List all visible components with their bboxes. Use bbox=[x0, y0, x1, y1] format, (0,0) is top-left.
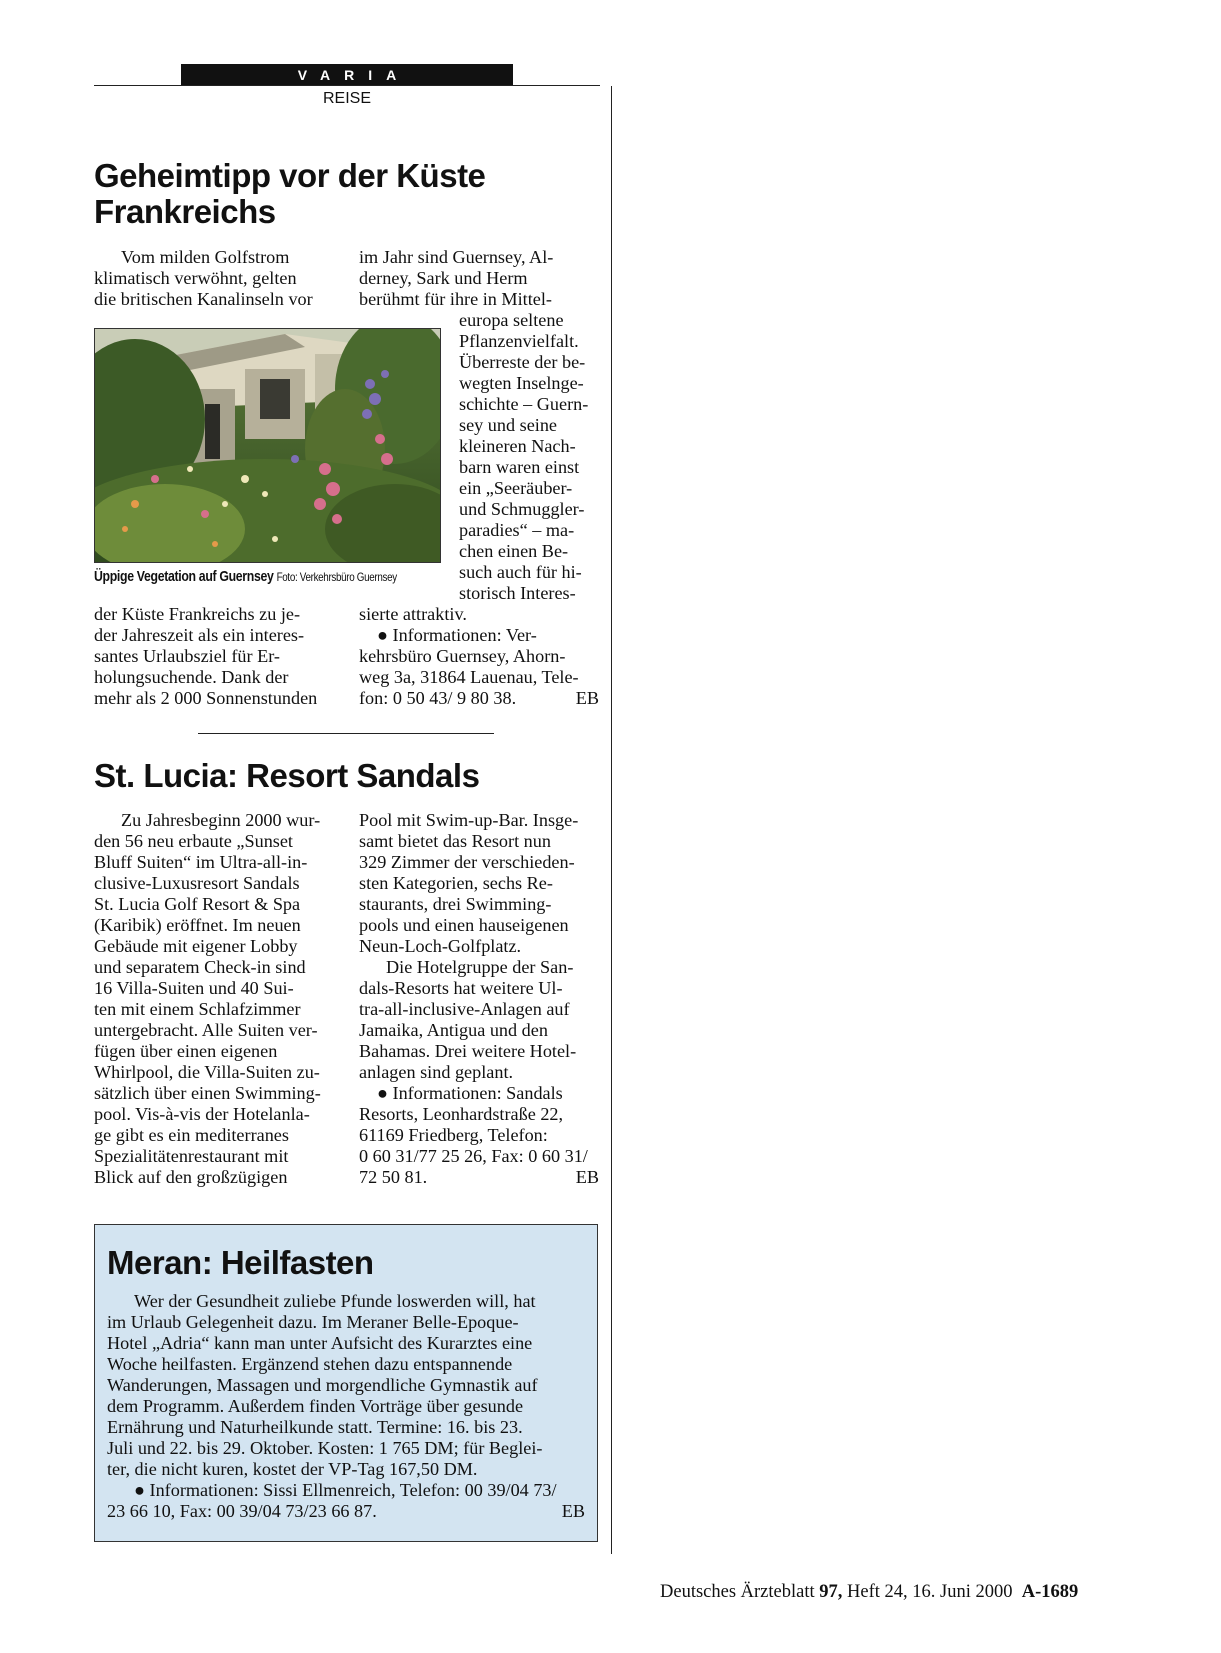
text-line: 329 Zimmer der verschieden- bbox=[359, 852, 575, 872]
article1-title-line: Geheimtipp vor der Küste bbox=[94, 157, 486, 194]
info-line: Resorts, Leonhardstraße 22, bbox=[359, 1104, 564, 1124]
info-line: ● Informationen: Ver- bbox=[377, 625, 537, 645]
article1-title-line: Frankreichs bbox=[94, 193, 276, 230]
text-line: den 56 neu erbaute „Sunset bbox=[94, 831, 293, 851]
article3-title: Meran: Heilfasten bbox=[107, 1244, 374, 1281]
text-line: Wanderungen, Massagen und morgendliche Gymnastik auf bbox=[107, 1375, 538, 1395]
text-line: wegten Inselnge- bbox=[459, 373, 584, 393]
page-number: A-1689 bbox=[1021, 1582, 1079, 1602]
text-line: Pflanzenvielfalt. bbox=[459, 331, 579, 351]
text-line: sten Kategorien, sechs Re- bbox=[359, 873, 553, 893]
info-line: weg 3a, 31864 Lauenau, Tele- bbox=[359, 667, 579, 687]
text-line: such auch für hi- bbox=[459, 562, 582, 582]
text-line: kleineren Nach- bbox=[459, 436, 576, 456]
text-line: Wer der Gesundheit zuliebe Pfunde loswerden will, hat bbox=[134, 1291, 536, 1311]
text-line: Zu Jahresbeginn 2000 wur- bbox=[121, 810, 321, 830]
text-line: sierte attraktiv. bbox=[359, 604, 467, 624]
text-line: der Küste Frankreichs zu je- bbox=[94, 604, 301, 624]
text-line: Jamaika, Antigua und den bbox=[359, 1020, 548, 1040]
text-line: und separatem Check-in sind bbox=[94, 957, 306, 977]
text-line: Vom milden Golfstrom bbox=[121, 247, 290, 267]
text-line: santes Urlaubsziel für Er- bbox=[94, 646, 280, 666]
text-line: Blick auf den großzügigen bbox=[94, 1167, 288, 1187]
text-line: Überreste der be- bbox=[459, 352, 586, 372]
header-rule bbox=[94, 85, 600, 86]
article1-col1-bottom bbox=[94, 604, 334, 709]
photo-caption-text: Üppige Vegetation auf Guernsey bbox=[94, 568, 274, 585]
text-line: europa seltene bbox=[459, 310, 564, 330]
text-line: Bahamas. Drei weitere Hotel- bbox=[359, 1041, 577, 1061]
text-line: storisch Interes- bbox=[459, 583, 576, 603]
text-line: Ernährung und Naturheilkunde statt. Termine: 16. bis 23. bbox=[107, 1417, 523, 1437]
photo-credit: Foto: Verkehrsbüro Guernsey bbox=[276, 570, 397, 584]
article1-col2-bottom bbox=[359, 604, 599, 709]
info-line: kehrsbüro Guernsey, Ahorn- bbox=[359, 646, 566, 666]
text-line: anlagen sind geplant. bbox=[359, 1062, 514, 1082]
info-last-line bbox=[359, 1167, 599, 1188]
text-line: (Karibik) eröffnet. Im neuen bbox=[94, 915, 301, 935]
text-line: 16 Villa-Suiten und 40 Sui- bbox=[94, 978, 294, 998]
article-separator bbox=[198, 733, 494, 734]
column-rule bbox=[611, 86, 612, 1554]
issue-info: Heft 24, 16. Juni 2000 bbox=[847, 1582, 1013, 1602]
volume-number: 97, bbox=[819, 1582, 843, 1602]
text-line: Bluff Suiten“ im Ultra-all-in- bbox=[94, 852, 308, 872]
article2-col2 bbox=[359, 810, 599, 1188]
info-line: 61169 Friedberg, Telefon: bbox=[359, 1125, 548, 1145]
text-line: der Jahreszeit als ein interes- bbox=[94, 625, 305, 645]
article1-col2-top bbox=[359, 247, 599, 310]
article1-title bbox=[94, 158, 614, 230]
page-footer bbox=[660, 1582, 1130, 1603]
article3-body bbox=[107, 1291, 585, 1522]
text-line: ein „Seeräuber- bbox=[459, 478, 573, 498]
section-label-varia: VARIA bbox=[181, 64, 513, 86]
rubric-label: REISE bbox=[322, 90, 371, 107]
garden-photo-illustration bbox=[95, 329, 441, 563]
text-line: berühmt für ihre in Mittel- bbox=[359, 289, 552, 309]
article2-title: St. Lucia: Resort Sandals bbox=[94, 757, 480, 794]
text-line: sey und seine bbox=[459, 415, 557, 435]
text-line: dem Programm. Außerdem finden Vorträge über gesunde bbox=[107, 1396, 524, 1416]
guernsey-garden-photo bbox=[94, 328, 441, 563]
text-line: samt bietet das Resort nun bbox=[359, 831, 551, 851]
text-line: ge gibt es ein mediterranes bbox=[94, 1125, 289, 1145]
info-line: 23 66 10, Fax: 00 39/04 73/23 66 87. bbox=[107, 1501, 377, 1521]
text-line: barn waren einst bbox=[459, 457, 580, 477]
text-line: Gebäude mit eigener Lobby bbox=[94, 936, 298, 956]
text-line: St. Lucia Golf Resort & Spa bbox=[94, 894, 301, 914]
text-line: mehr als 2 000 Sonnenstunden bbox=[94, 688, 318, 708]
text-line: dals-Resorts hat weitere Ul- bbox=[359, 978, 563, 998]
article2-col1 bbox=[94, 810, 334, 1188]
text-line: paradies“ – ma- bbox=[459, 520, 575, 540]
text-line: chen einen Be- bbox=[459, 541, 569, 561]
article1-col2-narrow bbox=[459, 310, 599, 604]
info-line: ● Informationen: Sandals bbox=[377, 1083, 563, 1103]
text-line: Pool mit Swim-up-Bar. Insge- bbox=[359, 810, 579, 830]
text-line: clusive-Luxusresort Sandals bbox=[94, 873, 300, 893]
text-line: und Schmuggler- bbox=[459, 499, 585, 519]
text-line: klimatisch verwöhnt, gelten bbox=[94, 268, 297, 288]
info-line: ● Informationen: Sissi Ellmenreich, Telefon: 00 39/04 73/ bbox=[134, 1480, 557, 1500]
author-signature: EB bbox=[575, 688, 599, 708]
text-line: Spezialitätenrestaurant mit bbox=[94, 1146, 289, 1166]
text-line: im Jahr sind Guernsey, Al- bbox=[359, 247, 554, 267]
text-line: fügen über einen eigenen bbox=[94, 1041, 278, 1061]
author-signature: EB bbox=[561, 1501, 585, 1521]
text-line: die britischen Kanalinseln vor bbox=[94, 289, 313, 309]
text-line: schichte – Guern- bbox=[459, 394, 589, 414]
text-line: Juli und 22. bis 29. Oktober. Kosten: 1 765 DM; für Beglei- bbox=[107, 1438, 543, 1458]
text-line: tra-all-inclusive-Anlagen auf bbox=[359, 999, 570, 1019]
photo-caption bbox=[94, 568, 397, 585]
text-line: pool. Vis-à-vis der Hotelanla- bbox=[94, 1104, 310, 1124]
text-line: Die Hotelgruppe der San- bbox=[386, 957, 574, 977]
journal-name: Deutsches Ärzteblatt bbox=[660, 1582, 815, 1602]
info-line: 0 60 31/77 25 26, Fax: 0 60 31/ bbox=[359, 1146, 588, 1166]
article1-col1-top bbox=[94, 247, 334, 310]
info-line: fon: 0 50 43/ 9 80 38. bbox=[359, 688, 517, 708]
author-signature: EB bbox=[575, 1167, 599, 1187]
info-last-line bbox=[359, 688, 599, 709]
text-line: holungsuchende. Dank der bbox=[94, 667, 289, 687]
text-line: im Urlaub Gelegenheit dazu. Im Meraner Belle-Epoque- bbox=[107, 1312, 519, 1332]
text-line: Whirlpool, die Villa-Suiten zu- bbox=[94, 1062, 320, 1082]
info-last-line bbox=[107, 1501, 585, 1522]
text-line: Woche heilfasten. Ergänzend stehen dazu entspannende bbox=[107, 1354, 513, 1374]
text-line: untergebracht. Alle Suiten ver- bbox=[94, 1020, 318, 1040]
text-line: ten mit einem Schlafzimmer bbox=[94, 999, 301, 1019]
meran-info-box bbox=[94, 1224, 598, 1542]
text-line: pools und einen hauseigenen bbox=[359, 915, 569, 935]
text-line: derney, Sark und Herm bbox=[359, 268, 528, 288]
info-line: 72 50 81. bbox=[359, 1167, 428, 1187]
text-line: Hotel „Adria“ kann man unter Aufsicht des Kurarztes eine bbox=[107, 1333, 533, 1353]
text-line: ter, die nicht kuren, kostet der VP-Tag 167,50 DM. bbox=[107, 1459, 478, 1479]
text-line: staurants, drei Swimming- bbox=[359, 894, 552, 914]
text-line: Neun-Loch-Golfplatz. bbox=[359, 936, 522, 956]
text-line: sätzlich über einen Swimming- bbox=[94, 1083, 321, 1103]
